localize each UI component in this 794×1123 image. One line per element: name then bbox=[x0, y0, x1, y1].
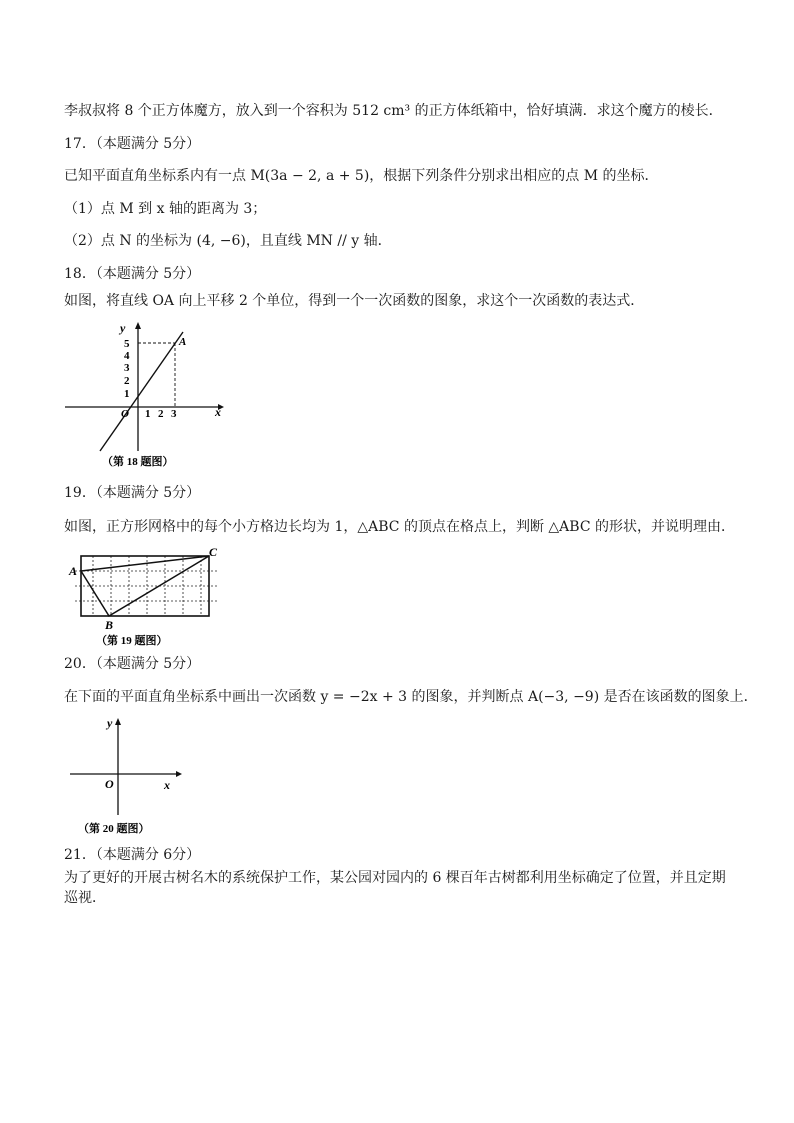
fig18-caption: （第 18 题图） bbox=[102, 456, 174, 468]
fig19-grid bbox=[75, 556, 219, 616]
problem-17-header: 17．（本题满分 5分） bbox=[64, 136, 201, 152]
fig18-line-oa bbox=[100, 332, 183, 451]
fig18-y-tick-1: 1 bbox=[124, 388, 130, 400]
fig18-x-tick-1: 1 bbox=[145, 408, 151, 420]
fig19-label-c: C bbox=[209, 545, 218, 559]
fig19-label-b: B bbox=[105, 618, 114, 632]
fig18-x-tick-2: 2 bbox=[158, 408, 164, 420]
problem-17-part-1: （1）点 M 到 x 轴的距离为 3； bbox=[64, 201, 267, 217]
fig18-y-arrow-icon bbox=[135, 322, 141, 329]
fig19-label-a: A bbox=[69, 564, 78, 578]
problem-21-header: 21．（本题满分 6分） bbox=[64, 847, 201, 863]
fig18-y-tick-2: 2 bbox=[124, 375, 130, 387]
fig20-x-arrow-icon bbox=[176, 771, 182, 777]
problem-21-text: 为了更好的开展古树名木的系统保护工作，某公园对园内的 6 棵百年古树都利用坐标确定了位置，并且定期巡视． bbox=[64, 870, 726, 906]
figure-19 bbox=[64, 545, 234, 650]
figure-20 bbox=[64, 712, 194, 840]
problem-17-part-2: （2）点 N 的坐标为 (4, −6)，且直线 MN // y 轴． bbox=[64, 233, 392, 249]
fig18-x-tick-3: 3 bbox=[171, 408, 177, 420]
fig18-origin-label: O bbox=[121, 408, 129, 420]
problem-16-text: 李叔叔将 8 个正方体魔方，放入到一个容积为 512 cm³ 的正方体纸箱中，恰好填满．求这个魔方的棱长． bbox=[64, 103, 723, 119]
fig20-caption: （第 20 题图） bbox=[78, 823, 150, 835]
problem-19-text: 如图，正方形网格中的每个小方格边长均为 1，△ABC 的顶点在格点上，判断 △ABC 的形状，并说明理由． bbox=[64, 519, 735, 535]
problem-17-text: 已知平面直角坐标系内有一点 M(3a − 2, a + 5)，根据下列条件分别求出相应的点 M 的坐标． bbox=[64, 168, 659, 184]
fig18-y-tick-3: 3 bbox=[124, 362, 130, 374]
fig18-x-label: x bbox=[215, 405, 221, 419]
figure-18 bbox=[60, 318, 240, 470]
fig18-y-label: y bbox=[120, 321, 126, 335]
fig18-y-tick-4: 4 bbox=[124, 350, 130, 362]
problem-18-text: 如图，将直线 OA 向上平移 2 个单位，得到一个一次函数的图象，求这个一次函数的表达式． bbox=[64, 293, 645, 309]
problem-20-header: 20．（本题满分 5分） bbox=[64, 656, 201, 672]
fig18-point-a-label: A bbox=[179, 336, 187, 348]
fig18-y-tick-5: 5 bbox=[124, 338, 130, 350]
fig20-x-label: x bbox=[164, 778, 170, 792]
fig19-caption: （第 19 题图） bbox=[96, 635, 168, 647]
problem-20-text: 在下面的平面直角坐标系中画出一次函数 y = −2x + 3 的图象，并判断点 A(−3, −9) 是否在该函数的图象上． bbox=[64, 689, 758, 705]
problem-19-header: 19．（本题满分 5分） bbox=[64, 485, 201, 501]
fig20-origin-label: O bbox=[105, 777, 114, 791]
problem-18-header: 18．（本题满分 5分） bbox=[64, 266, 201, 282]
fig20-y-arrow-icon bbox=[115, 718, 121, 725]
fig20-y-label: y bbox=[107, 716, 113, 730]
